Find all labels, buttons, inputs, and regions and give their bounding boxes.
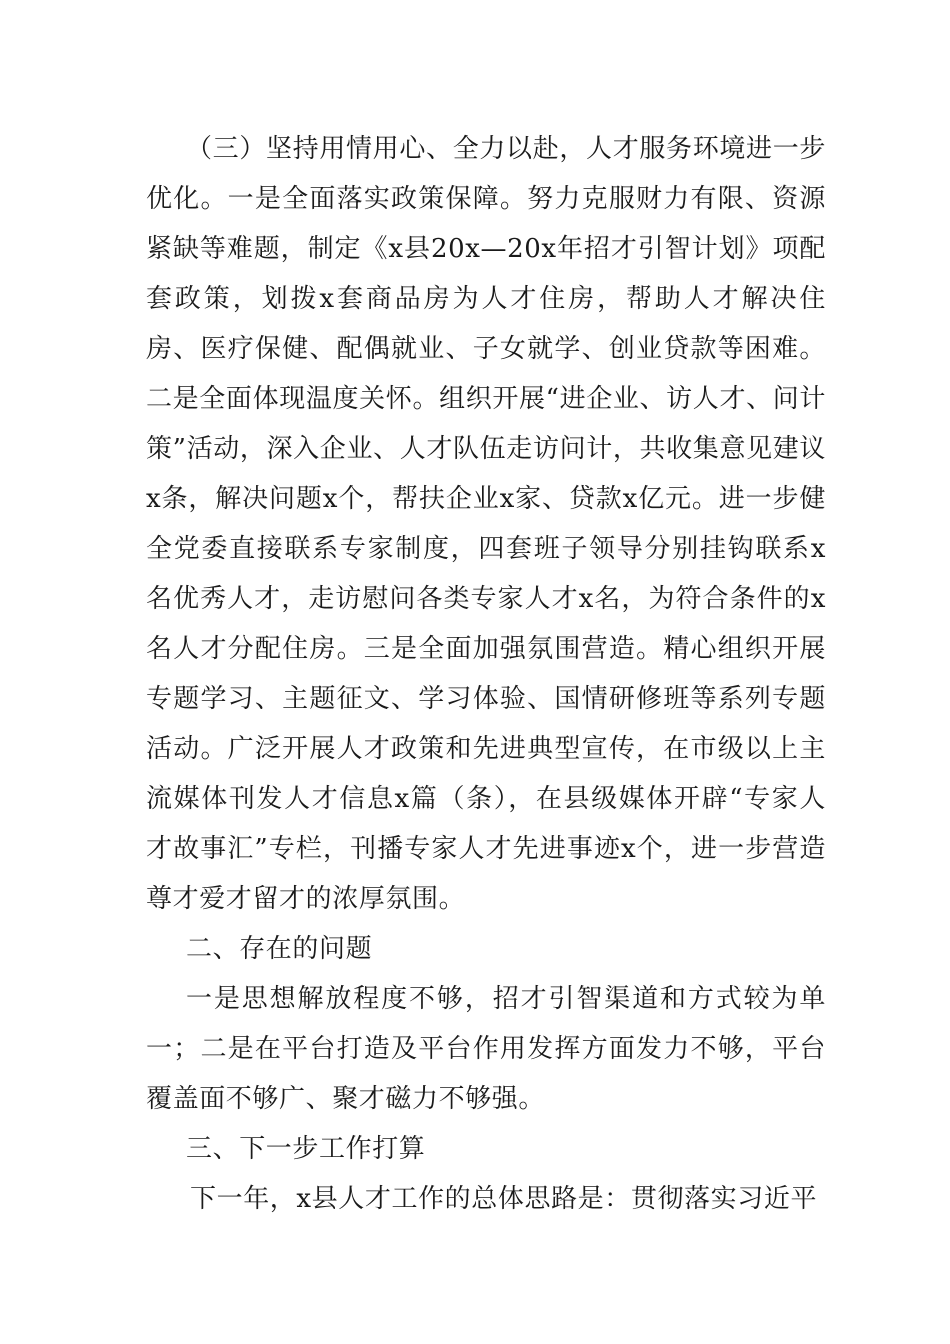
paragraph-next-steps: 下一年，x县人才工作的总体思路是：贯彻落实习近平 <box>190 1184 818 1214</box>
paragraph-problems: 一是思想解放程度不够，招才引智渠道和方式较为单一；二是在平台打造及平台作用发挥方面发力不够，平台覆盖面不够广、聚才磁力不够强。 <box>146 984 826 1114</box>
paragraph-talent-service: （三）坚持用情用心、全力以赴，人才服务环境进一步优化。一是全面落实政策保障。努力克服财力有限、资源紧缺等难题，制定《x县20x—20x年招才引智计划》项配套政策，划拨x套商品房为人才住房，帮助人才解决住房、医疗保健、配偶就业、子女就学、创业贷款等困难。二是全面体现温度关怀。组织开展“进企业、访人才、问计策”活动，深入企业、人才队伍走访问计，共收集意见建议x条，解决问题x个，帮扶企业x家、贷款x亿元。进一步健全党委直接联系专家制度，四套班子领导分别挂钩联系x名优秀人才，走访慰问各类专家人才x名，为符合条件的x名人才分配住房。三是全面加强氛围营造。精心组织开展专题学习、主题征文、学习体验、国情研修班等系列专题活动。广泛开展人才政策和先进典型宣传，在市级以上主流媒体刊发人才信息x篇（条），在县级媒体开辟“专家人才故事汇”专栏，刊播专家人才先进事迹x个，进一步营造尊才爱才留才的浓厚氛围。 <box>146 134 826 914</box>
section-heading-problems: 二、存在的问题 <box>186 934 373 964</box>
section-heading-next-steps: 三、下一步工作打算 <box>186 1134 426 1164</box>
document-body <box>146 124 826 1224</box>
